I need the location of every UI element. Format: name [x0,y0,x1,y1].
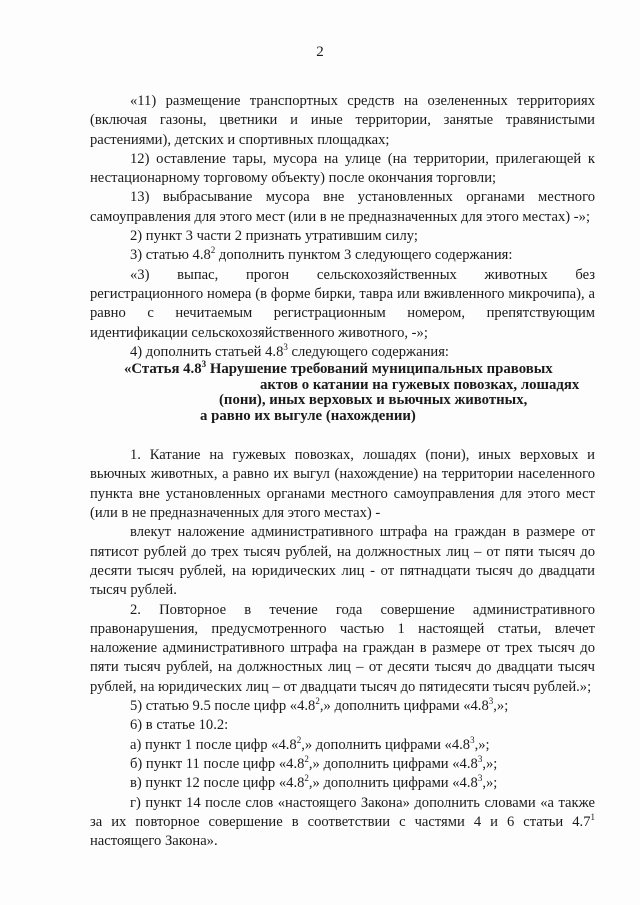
amendment-item-2: 2) пункт 3 части 2 признать утратившим силу; [130,228,418,245]
amendment-item-3: 3) статью $4.8^2$ дополнить пунктом 3 следующего содержания: [130,245,513,264]
amendment-item-4: 4) дополнить статьей $4.8^3$ следующего содержания: [130,342,449,360]
document-body [90,92,595,851]
article-part-1: 1. Катание на гужевых повозках, лошадях (пони), иных верховых и вьючных животных, а равно их выгул (нахождение) на территории населенного пункта вне установленных органами местного самоуправления для этого мест (или в не предназначенных для этого местах) - [90,447,595,522]
subitem-g: г) пункт 14 после слов «настоящего Закона» дополнить словами «а также за их повторное совершение в соответствии с частями 4 и 6 статьи $4.7^1$ настоящего Закона». [90,794,595,850]
paragraph-item-13: 13) выбрасывание мусора вне установленных органами местного самоуправления для этого мест (или в не предназначенных для этого местах) -»; [90,189,595,225]
subitem-b: б) пункт 11 после цифр «$4.8^2$,» дополнить цифрами «$4.8^3$,»; [130,754,498,772]
amendment-item-6: 6) в статье 10.2: [130,717,229,734]
page-number: 2 [316,44,324,60]
amendment-item-5: 5) статью 9.5 после цифр «$4.8^2$,» дополнить цифрами «$4.8^3$,»; [130,696,509,715]
article-heading: «Статья $4.8^3$ Нарушение требований муниципальных правовых актов о катании на гужевых повозках, лошадях (пони), иных верховых и вьючных животных, а равно их выгуле (нахождении) [124,359,580,424]
article-part-2: 2. Повторное в течение года совершение административного правонарушения, предусмотренного частью 1 настоящей статьи, влечет наложение административного штрафа на граждан в размере от трех тысяч до пяти тысяч рублей, на должностных лиц – от десяти тысяч до двадцати тысяч рублей, на юридических лиц – от двадцати тысяч до пятидесяти тысяч рублей.»; [90,601,595,695]
new-point-3-line1: «3) выпас, прогон сельскохозяйственных животных без [130,266,595,283]
subitem-a: а) пункт 1 после цифр «$4.8^2$,» дополнить цифрами «$4.8^3$,»; [130,734,490,753]
new-point-3-text: регистрационного номера (в форме бирки, тавра или вживленного микрочипа), а равно с нечитаемым регистрационным номером, препятствующим идентификации сельскохозяйственного животного, -»; [90,285,595,341]
subitem-v: в) пункт 12 после цифр «$4.8^2$,» дополнить цифрами «$4.8^3$,»; [130,773,498,792]
paragraph-item-11: «11) размещение транспортных средств на озелененных территориях (включая газоны, цветники и иные территории, занятые травянистыми растениями), детских и спортивных площадках; [90,93,595,148]
article-part-1-penalty: влекут наложение административного штрафа на граждан в размере от пятисот рублей до трех тысяч рублей, на должностных лиц – от пяти тысяч до десяти тысяч рублей, на юридических лиц - от пятнадцати тысяч до двадцати тысяч рублей. [90,524,595,599]
paragraph-item-12: 12) оставление тары, мусора на улице (на территории, прилегающей к нестационарному торговому объекту) после окончания торговли; [90,150,595,187]
